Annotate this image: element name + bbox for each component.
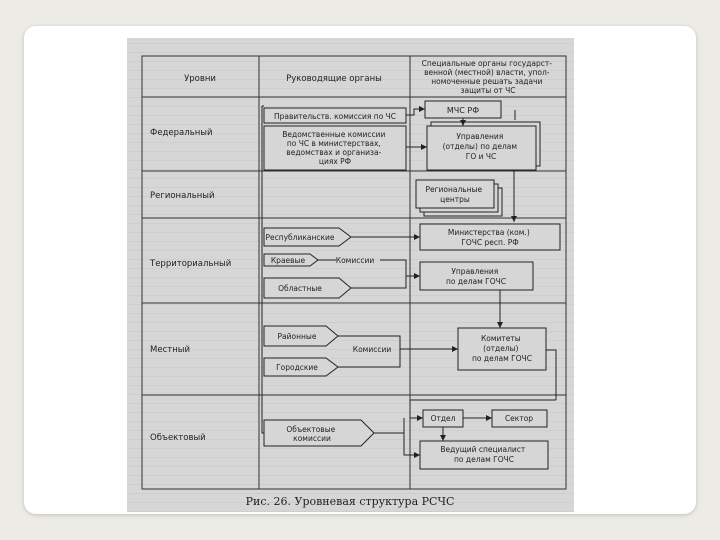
object-commissions-label: Объектовые комиссии xyxy=(286,425,336,443)
departmental-commissions-label: Ведомственные комиссии по ЧС в министерствах, ведомствах и организа- циях РФ xyxy=(282,130,386,166)
territorial-commissions-label: Комиссии xyxy=(335,256,375,265)
gochs-admin-label: Управления по делам ГОЧС xyxy=(446,267,506,286)
level-local: Местный xyxy=(150,345,190,355)
krai-label: Краевые xyxy=(270,256,306,265)
mchs-label: МЧС РФ xyxy=(446,106,480,115)
ministries-label: Министерства (ком.) ГОЧС респ. РФ xyxy=(447,228,530,247)
city-label: Городские xyxy=(276,363,318,372)
department-label: Отдел xyxy=(430,414,456,423)
level-territorial: Территориальный xyxy=(150,259,232,269)
republican-label: Республиканские xyxy=(265,233,335,242)
level-federal: Федеральный xyxy=(150,128,213,138)
departments-go-label: Управления (отделы) по делам ГО и ЧС xyxy=(442,132,518,161)
lead-specialist-label: Ведущий специалист по делам ГОЧС xyxy=(440,445,526,464)
header-special: Специальные органы государст- венной (местной) власти, упол- номоченные решать задачи защиты от ЧС xyxy=(421,59,552,95)
figure-caption: Рис. 26. Уровневая структура РСЧС xyxy=(245,495,455,508)
local-commissions-label: Комиссии xyxy=(352,345,392,354)
oblast-label: Областные xyxy=(278,284,322,293)
header-levels: Уровни xyxy=(184,74,216,84)
sector-label: Сектор xyxy=(504,414,534,423)
header-governing: Руководящие органы xyxy=(286,74,382,84)
level-regional: Региональный xyxy=(150,191,215,201)
level-object: Объектовый xyxy=(150,433,206,443)
government-commission-label: Правительств. комиссия по ЧС xyxy=(273,112,397,121)
district-label: Районные xyxy=(277,332,317,341)
regional-centers-label: Региональные центры xyxy=(425,185,483,204)
committees-label: Комитеты (отделы) по делам ГОЧС xyxy=(472,334,532,363)
